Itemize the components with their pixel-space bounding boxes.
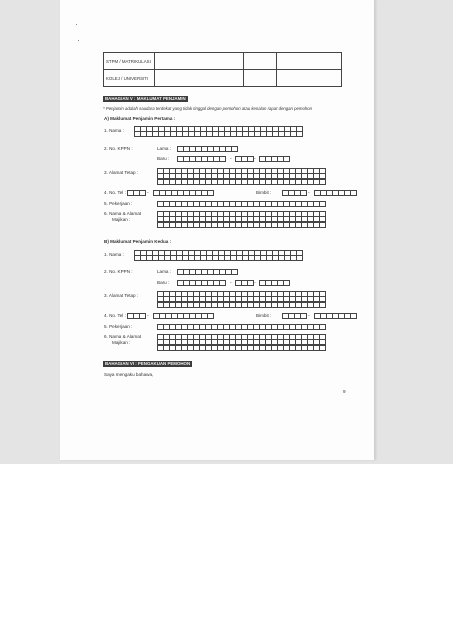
table-cell[interactable] [244,53,277,70]
pekerjaan-boxes[interactable] [157,201,325,207]
kppn-lama-boxes[interactable] [177,269,237,275]
char-box[interactable] [207,190,214,196]
bimbit-boxes[interactable] [314,313,356,319]
label-majikan: 6. Nama & Alamat [104,334,142,339]
char-box[interactable] [350,313,357,319]
char-box[interactable] [283,156,290,162]
alamat-boxes[interactable] [157,168,325,184]
page-number: 9 [343,389,346,394]
char-box[interactable] [300,190,307,196]
scan-speck [78,40,79,41]
label-majikan-2: Majikan : [112,340,131,345]
label-baru: Baru : [157,156,170,161]
kppn-baru-boxes-3[interactable] [259,156,289,162]
char-box[interactable] [231,269,238,275]
label-lama: Lama : [157,146,172,151]
char-box[interactable] [139,313,146,319]
label-nama: 1. Nama : [104,128,124,133]
label-majikan-2: Majikan : [112,217,131,222]
label-baru: Baru : [157,280,170,285]
char-box[interactable] [319,179,326,185]
declaration-text: Saya mengaku bahawa, [104,372,154,377]
label-majikan: 6. Nama & Alamat [104,211,142,216]
section-header: BAHAGIAN V : MAKLUMAT PENJAMIN [105,96,186,101]
nama-boxes[interactable] [134,250,302,261]
char-box[interactable] [296,255,303,261]
kppn-baru-boxes-1[interactable] [177,156,225,162]
referee-a-title: A) Maklumat Penjamin Pertama : [104,116,176,121]
label-bimbit: Bimbit : [256,190,272,195]
kppn-baru-boxes-2[interactable] [235,156,253,162]
label-kppn: 2. No. KPPN : [104,146,133,151]
nama-boxes[interactable] [134,126,302,137]
table-cell[interactable] [155,70,244,87]
table-row [104,70,342,87]
table-row [104,53,342,70]
kppn-baru-boxes-1[interactable] [177,280,225,286]
table-cell[interactable] [277,53,342,70]
referee-b-title: B) Maklumat Penjamin Kedua : [104,239,172,244]
char-box[interactable] [296,131,303,137]
label-tel: 4. No. Tel : [104,190,126,195]
char-box[interactable] [247,280,254,286]
label-bimbit: Bimbit : [256,313,272,318]
bimbit-prefix-boxes[interactable] [282,313,306,319]
tel-boxes[interactable] [153,190,213,196]
referee-note: * Penjamin adalah saudara terdekat yang tidak tinggal dengan pemohon atau kenalan rapat dengan pemohon [103,106,313,111]
label-lama: Lama : [157,269,172,274]
majikan-boxes[interactable] [157,211,325,227]
bimbit-prefix-boxes[interactable] [282,190,306,196]
table-cell[interactable] [244,70,277,87]
label-kppn: 2. No. KPPN : [104,269,133,274]
char-box[interactable] [319,302,326,308]
char-box[interactable] [219,280,226,286]
char-box[interactable] [283,280,290,286]
char-box[interactable] [139,190,146,196]
section-header: BAHAGIAN VI : PENGAKUAN PEMOHON [105,361,191,366]
document-page: STPM / MATRIKULASI KOLEJ / UNIVERSITI BAHAGIAN V : MAKLUMAT PENJAMIN * Penjamin adalah saudara terdekat yang tidak tinggal dengan pemohon atau kenalan rapat dengan pemohon A) Maklumat Penjamin Pertama : 1. Nama : 2. No. KPPN : Lama : Baru : - - 3. Alamat Tetap : 4. No. Tel : - Bimbit : - 5. Pekerjaan : 6. Nama & Alamat Majikan : B) Maklumat Penjamin Kedua : 1. Nama : 2. No. KPPN : Lama : Baru : - - 3. Alamat Tetap : 4. No. Tel : - Bimbit : - 5. Pekerjaan : 6. Nama & Alamat Majikan : BAHAGIAN VI : PENGAKUAN PEMOHON Saya mengaku bahawa, 9 [60,0,375,460]
label-tel: 4. No. Tel : [104,313,126,318]
char-box[interactable] [247,156,254,162]
kppn-baru-boxes-2[interactable] [235,280,253,286]
label-nama: 1. Nama : [104,252,124,257]
char-box[interactable] [300,313,307,319]
education-table [103,52,342,87]
char-box[interactable] [207,313,214,319]
label-alamat: 3. Alamat Tetap : [104,293,139,298]
tel-boxes[interactable] [153,313,213,319]
char-box[interactable] [319,324,326,330]
char-box[interactable] [219,156,226,162]
char-box[interactable] [231,146,238,152]
char-box[interactable] [319,345,326,351]
kppn-lama-boxes[interactable] [177,146,237,152]
label-alamat: 3. Alamat Tetap : [104,170,139,175]
tel-prefix-boxes[interactable] [127,313,145,319]
alamat-boxes[interactable] [157,291,325,307]
char-box[interactable] [350,190,357,196]
table-cell[interactable] [277,70,342,87]
pekerjaan-boxes[interactable] [157,324,325,330]
bimbit-boxes[interactable] [314,190,356,196]
scan-speck [76,24,77,25]
kppn-baru-boxes-3[interactable] [259,280,289,286]
majikan-boxes[interactable] [157,334,325,350]
table-cell-label: KOLEJ / UNIVERSITI [104,70,155,87]
char-box[interactable] [319,201,326,207]
label-pekerjaan: 5. Pekerjaan : [104,324,133,329]
char-box[interactable] [319,222,326,228]
table-cell[interactable] [155,53,244,70]
table-cell-label: STPM / MATRIKULASI [104,53,155,70]
tel-prefix-boxes[interactable] [127,190,145,196]
label-pekerjaan: 5. Pekerjaan : [104,201,133,206]
